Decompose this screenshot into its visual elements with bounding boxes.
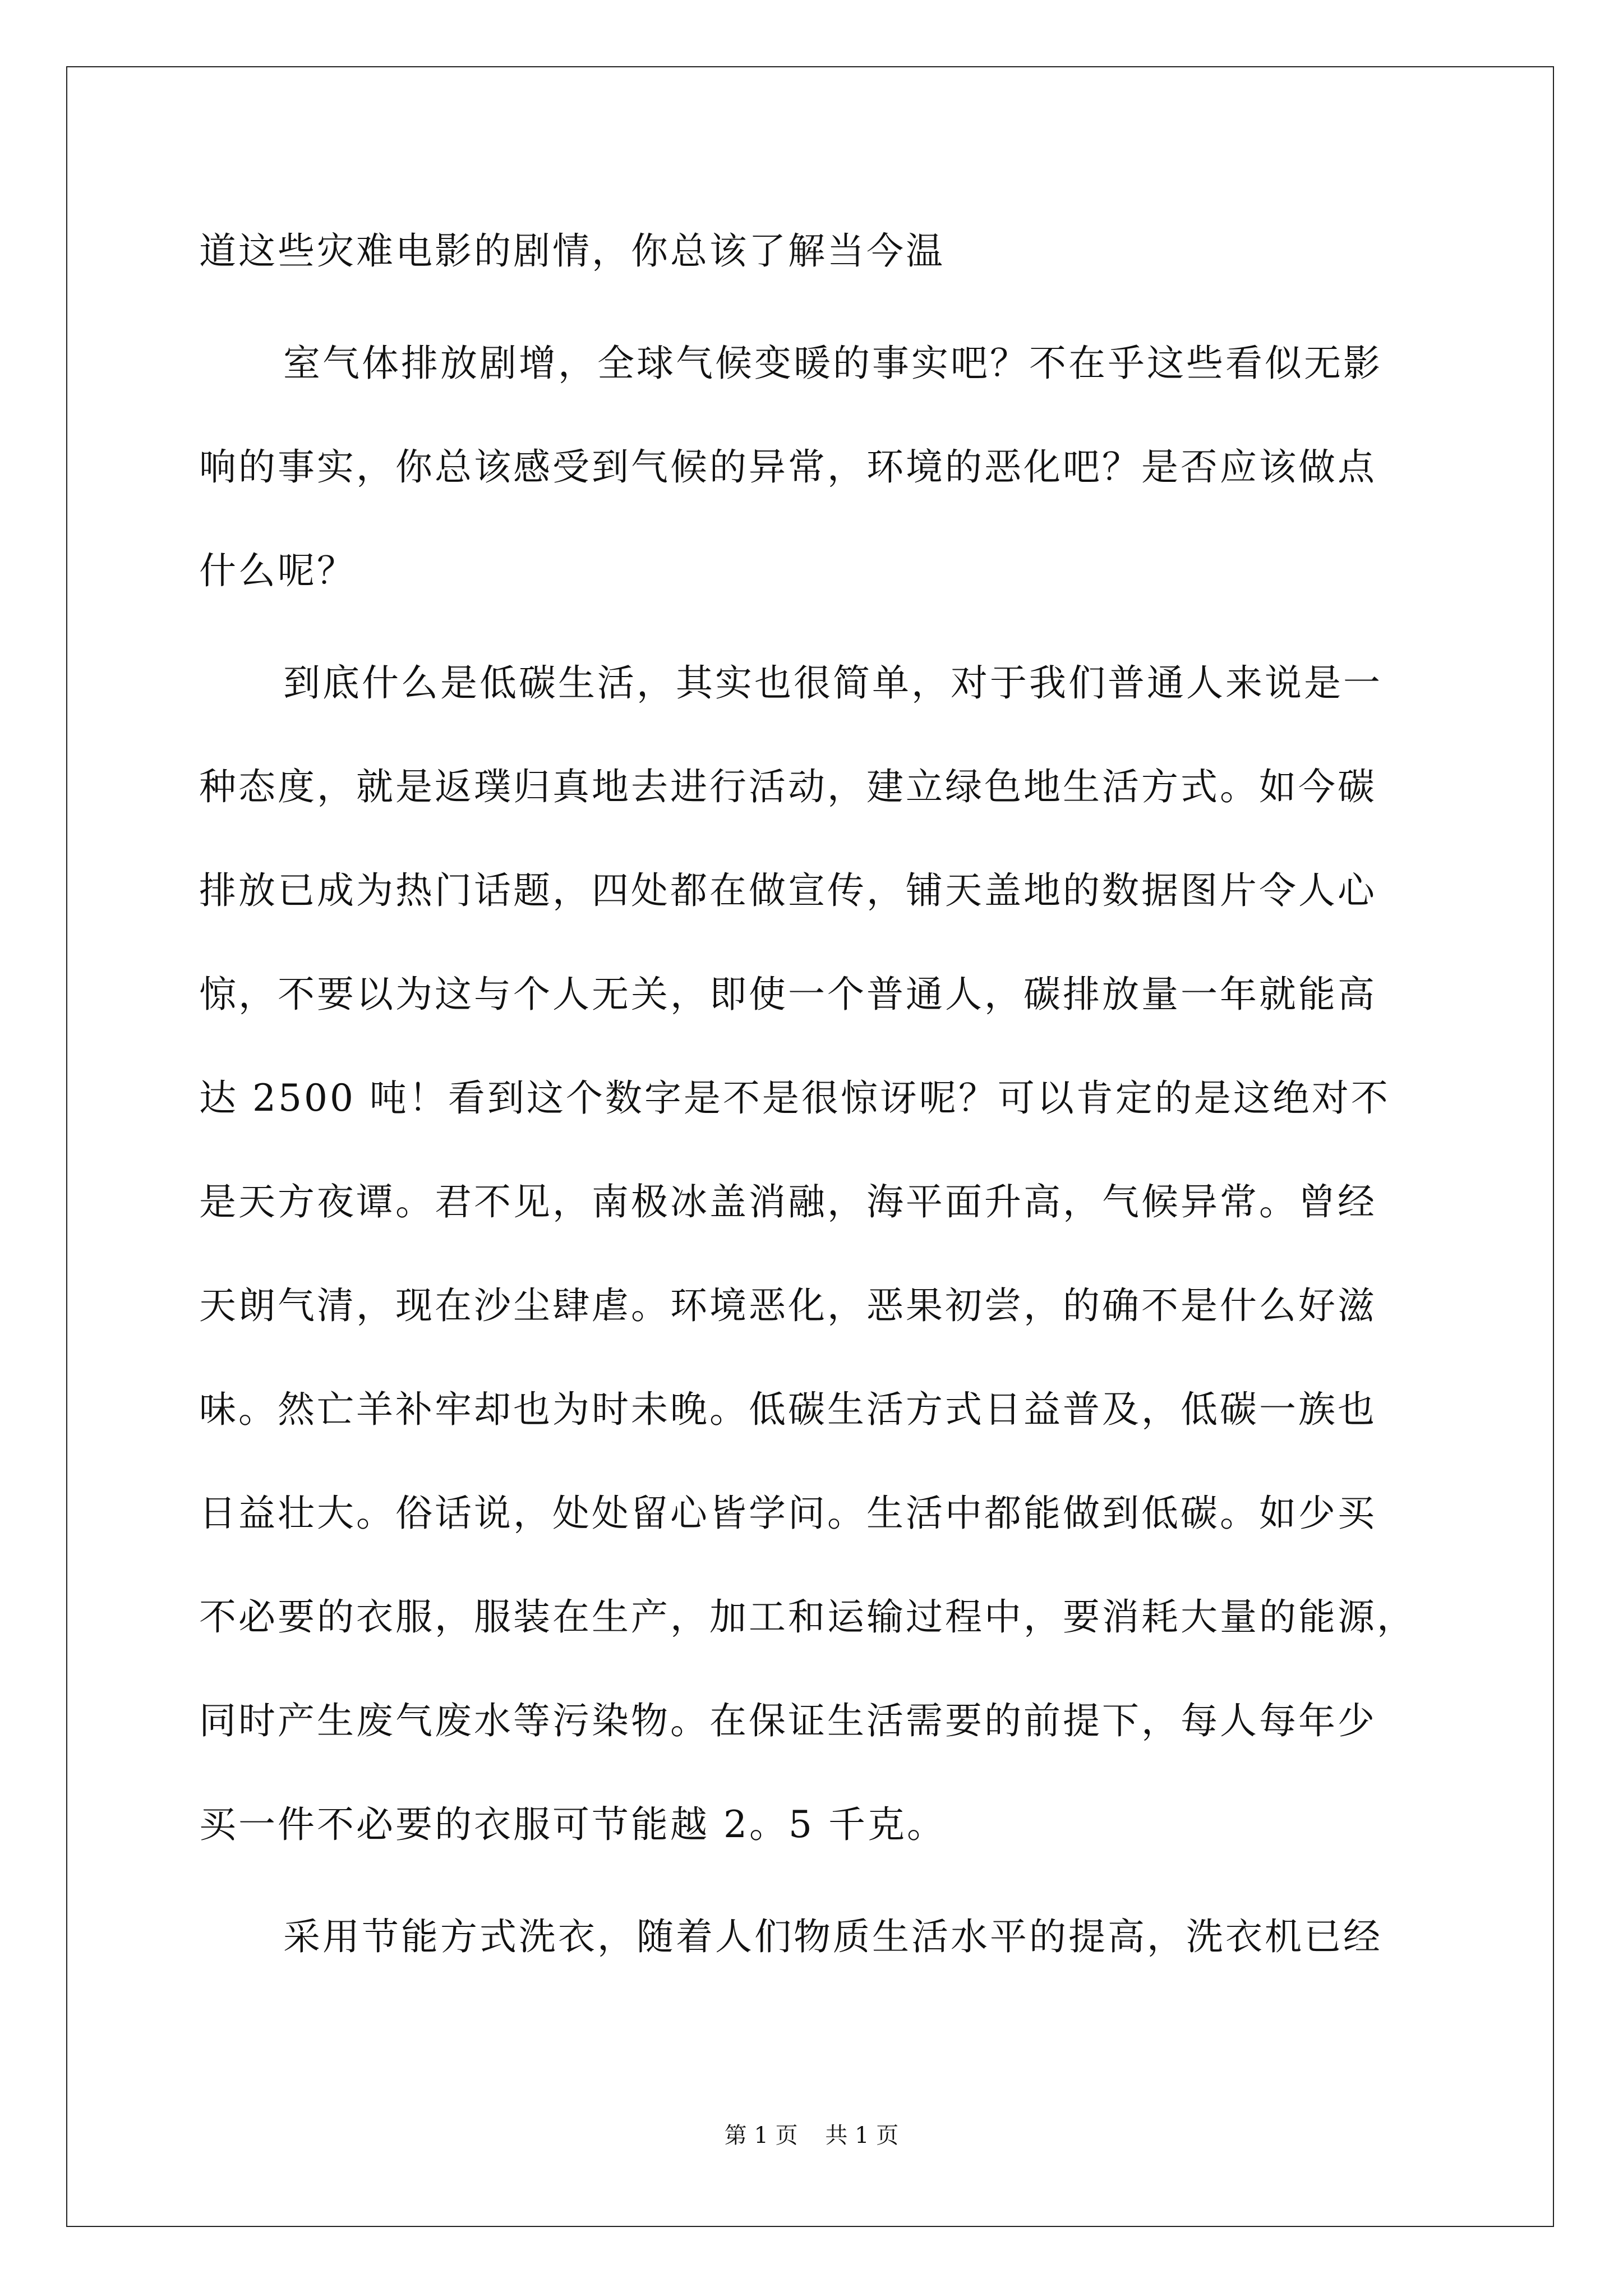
text-line: 同时产生废气废水等污染物。在保证生活需要的前提下，每人每年少 <box>199 1699 1377 1742</box>
text-line: 味。然亡羊补牢却也为时未晚。低碳生活方式日益普及，低碳一族也 <box>199 1388 1377 1431</box>
text-line: 惊，不要以为这与个人无关，即使一个普通人，碳排放量一年就能高 <box>199 973 1377 1016</box>
text-line: 达 2500 吨！看到这个数字是不是很惊讶呢？可以肯定的是这绝对不 <box>199 1076 1390 1120</box>
text-line: 室气体排放剧增，全球气候变暖的事实吧？不在乎这些看似无影 <box>283 342 1382 385</box>
page-total: 共 1 页 <box>825 2123 899 2148</box>
text-line: 采用节能方式洗衣，随着人们物质生活水平的提高，洗衣机已经 <box>283 1915 1382 1958</box>
text-line: 什么呢？ <box>199 549 356 592</box>
text-line: 买一件不必要的衣服可节能越 2。5 千克。 <box>199 1803 946 1846</box>
text-line: 到底什么是低碳生活，其实也很简单，对于我们普通人来说是一 <box>283 661 1382 705</box>
text-line: 日益壮大。俗话说，处处留心皆学问。生活中都能做到低碳。如少买 <box>199 1492 1377 1535</box>
text-line: 响的事实，你总该感受到气候的异常，环境的恶化吧？是否应该做点 <box>199 445 1377 489</box>
text-line: 是天方夜谭。君不见，南极冰盖消融，海平面升高，气候异常。曾经 <box>199 1180 1377 1223</box>
page-footer <box>0 2118 1623 2150</box>
text-line: 道这些灾难电影的剧情，你总该了解当今温 <box>199 229 945 273</box>
text-line: 种态度，就是返璞归真地去进行活动，建立绿色地生活方式。如今碳 <box>199 765 1377 808</box>
text-line: 天朗气清，现在沙尘肆虐。环境恶化，恶果初尝，的确不是什么好滋 <box>199 1284 1377 1327</box>
text-line: 不必要的衣服，服装在生产，加工和运输过程中，要消耗大量的能源， <box>199 1595 1416 1639</box>
page-number: 第 1 页 <box>724 2123 798 2148</box>
page-border <box>66 66 1554 2227</box>
text-line: 排放已成为热门话题，四处都在做宣传，铺天盖地的数据图片令人心 <box>199 869 1377 912</box>
